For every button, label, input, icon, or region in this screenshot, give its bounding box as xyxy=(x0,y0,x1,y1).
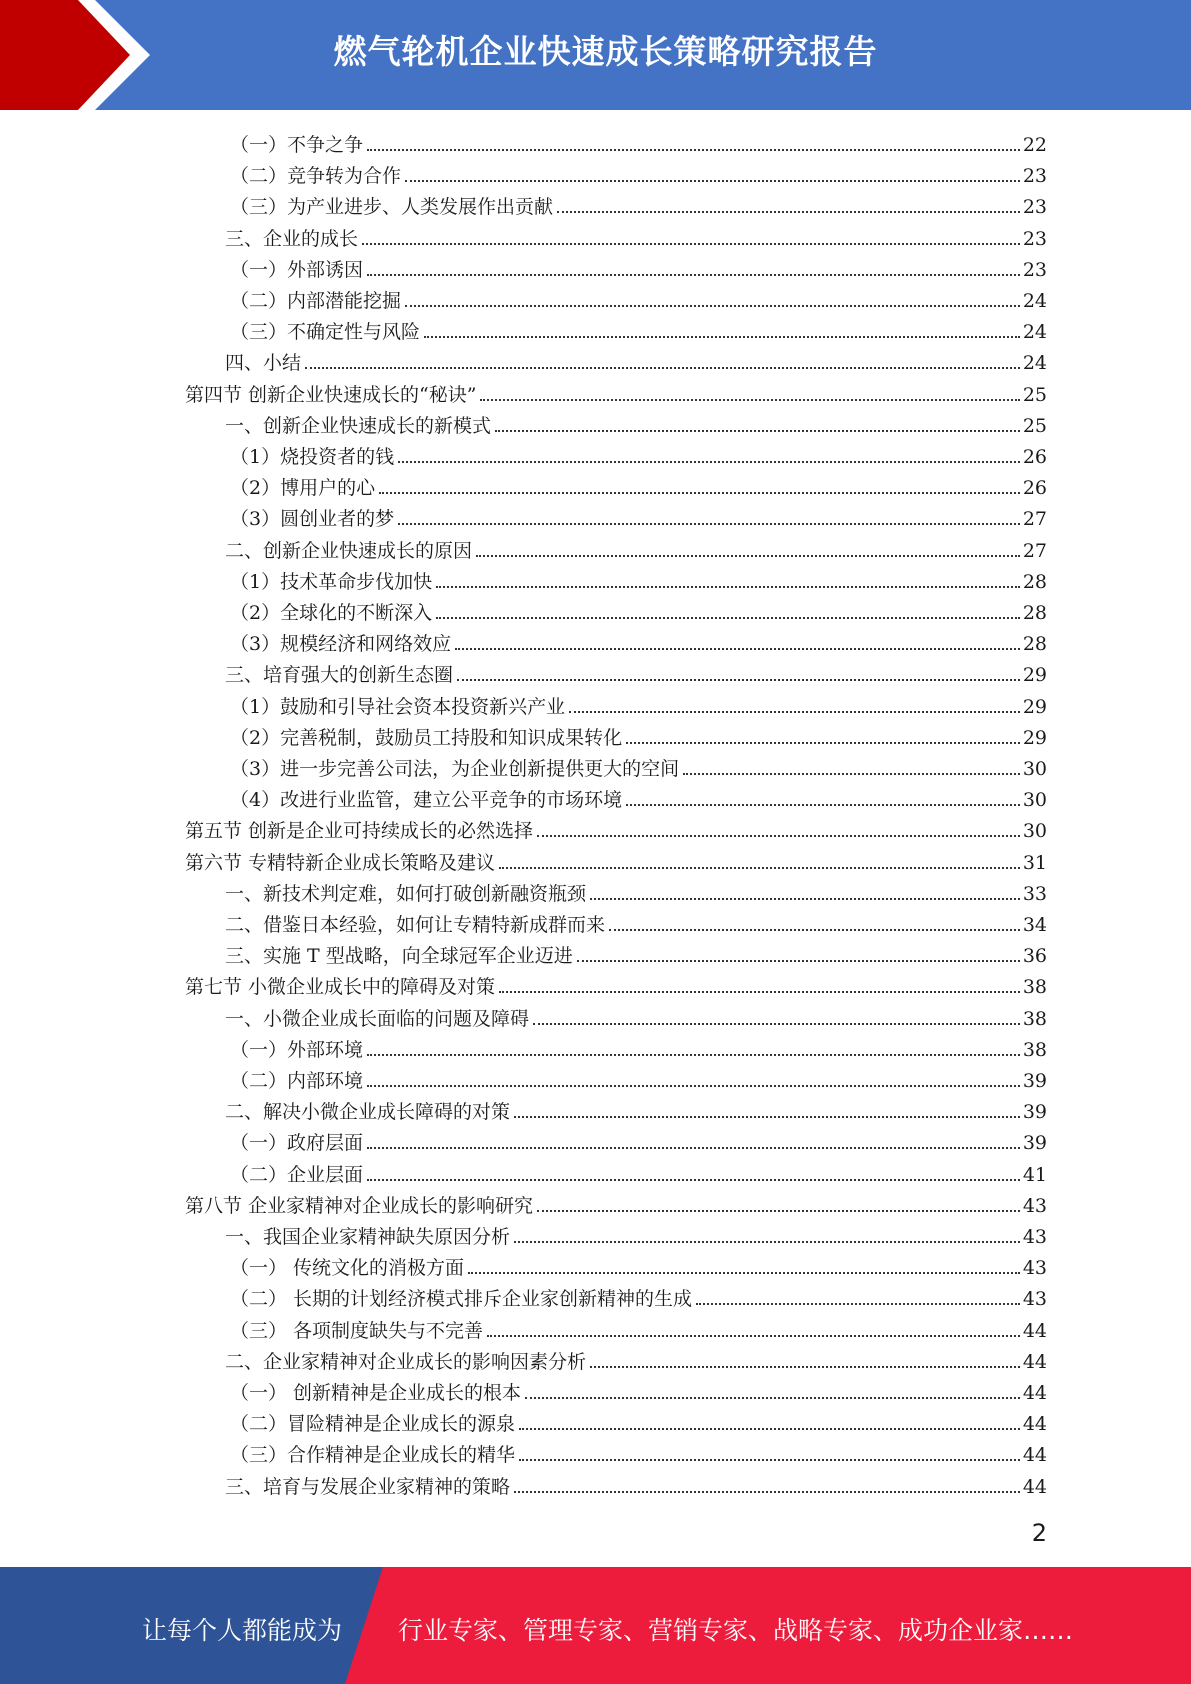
toc-entry[interactable] xyxy=(230,720,1047,751)
toc-dot-leader xyxy=(626,742,1020,744)
toc-entry[interactable] xyxy=(225,1219,1047,1250)
toc-entry-page: 30 xyxy=(1022,789,1047,812)
toc-dot-leader xyxy=(367,1179,1020,1181)
toc-dot-leader xyxy=(499,867,1020,869)
toc-dot-leader xyxy=(436,586,1020,588)
toc-entry-page: 26 xyxy=(1022,477,1047,500)
toc-entry-page: 30 xyxy=(1022,758,1047,780)
toc-entry[interactable] xyxy=(230,1313,1047,1344)
toc-entry-title: 第八节 企业家精神对企业成长的影响研究 xyxy=(185,1194,534,1217)
toc-dot-leader xyxy=(424,336,1020,338)
toc-entry[interactable] xyxy=(185,845,1047,876)
toc-entry-page: 34 xyxy=(1022,914,1047,936)
toc-entry[interactable] xyxy=(230,1063,1047,1094)
toc-entry-title: （3）圆创业者的梦 xyxy=(230,508,395,531)
toc-dot-leader xyxy=(457,679,1020,681)
toc-entry-page: 29 xyxy=(1022,726,1047,749)
toc-entry-title: 二、企业家精神对企业成长的影响因素分析 xyxy=(225,1350,587,1373)
toc-entry[interactable] xyxy=(225,876,1047,907)
toc-dot-leader xyxy=(367,1085,1020,1087)
toc-entry-page: 25 xyxy=(1022,383,1047,406)
toc-entry-page: 22 xyxy=(1022,134,1047,156)
toc-entry-title: 第四节 创新企业快速成长的“秘诀” xyxy=(185,383,477,406)
toc-entry-title: 二、创新企业快速成长的原因 xyxy=(225,539,473,562)
toc-dot-leader xyxy=(379,492,1020,494)
toc-dot-leader xyxy=(537,1210,1020,1212)
toc-entry-title: 三、企业的成长 xyxy=(225,227,359,250)
toc-entry-title: （二）内部潜能挖掘 xyxy=(230,290,402,312)
toc-entry-page: 44 xyxy=(1022,1350,1047,1373)
toc-dot-leader xyxy=(367,274,1020,276)
toc-entry[interactable] xyxy=(230,751,1047,782)
toc-dot-leader xyxy=(436,617,1020,619)
toc-entry[interactable] xyxy=(225,408,1047,439)
toc-entry-page: 23 xyxy=(1022,258,1047,281)
toc-dot-leader xyxy=(398,523,1020,525)
toc-entry-title: 第七节 小微企业成长中的障碍及对策 xyxy=(185,976,496,999)
toc-entry[interactable] xyxy=(230,283,1047,314)
toc-dot-leader xyxy=(455,648,1020,650)
toc-entry[interactable] xyxy=(230,1437,1047,1468)
toc-entry-title: （二） 长期的计划经济模式排斥企业家创新精神的生成 xyxy=(230,1288,693,1311)
toc-entry[interactable] xyxy=(230,626,1047,657)
toc-entry-title: （1）鼓励和引导社会资本投资新兴产业 xyxy=(230,695,566,718)
toc-entry-page: 44 xyxy=(1022,1444,1047,1467)
toc-entry[interactable] xyxy=(225,1469,1047,1500)
toc-entry[interactable] xyxy=(230,501,1047,532)
toc-entry-title: 三、培育与发展企业家精神的策略 xyxy=(225,1475,511,1498)
toc-dot-leader xyxy=(557,211,1020,213)
toc-entry-title: （1）烧投资者的钱 xyxy=(230,446,395,468)
toc-entry-page: 43 xyxy=(1022,1194,1047,1217)
toc-entry-page: 44 xyxy=(1022,1319,1047,1342)
toc-entry-page: 44 xyxy=(1022,1413,1047,1436)
toc-entry-title: （4）改进行业监管，建立公平竞争的市场环境 xyxy=(230,789,623,812)
toc-dot-leader xyxy=(487,1335,1020,1337)
toc-dot-leader xyxy=(398,461,1020,463)
toc-entry-page: 38 xyxy=(1022,976,1047,999)
toc-dot-leader xyxy=(362,243,1020,245)
toc-entry-title: （二）企业层面 xyxy=(230,1163,364,1186)
toc-dot-leader xyxy=(590,898,1020,900)
toc-entry-page: 28 xyxy=(1022,602,1047,624)
toc-entry-page: 39 xyxy=(1022,1070,1047,1092)
toc-dot-leader xyxy=(525,1397,1020,1399)
toc-entry[interactable] xyxy=(230,314,1047,345)
toc-entry[interactable] xyxy=(230,1125,1047,1156)
toc-entry[interactable] xyxy=(230,689,1047,720)
toc-entry-page: 41 xyxy=(1022,1163,1047,1186)
toc-entry[interactable] xyxy=(230,1032,1047,1063)
toc-entry-title: 二、借鉴日本经验，如何让专精特新成群而来 xyxy=(225,914,606,936)
toc-entry-title: （二）竞争转为合作 xyxy=(230,165,402,188)
toc-entry-title: 第六节 专精特新企业成长策略及建议 xyxy=(185,851,496,874)
toc-dot-leader xyxy=(577,960,1020,962)
toc-entry-title: 四、小结 xyxy=(225,352,302,375)
toc-entry-title: 第五节 创新是企业可持续成长的必然选择 xyxy=(185,820,534,843)
toc-entry-title: 一、我国企业家精神缺失原因分析 xyxy=(225,1226,511,1248)
toc-entry-page: 31 xyxy=(1022,851,1047,874)
toc-dot-leader xyxy=(499,991,1020,993)
toc-dot-leader xyxy=(696,1303,1020,1305)
toc-entry-title: （一）政府层面 xyxy=(230,1132,364,1155)
toc-entry-page: 38 xyxy=(1022,1038,1047,1061)
toc-entry-page: 27 xyxy=(1022,508,1047,531)
toc-dot-leader xyxy=(367,149,1020,151)
toc-dot-leader xyxy=(537,835,1020,837)
toc-entry-page: 39 xyxy=(1022,1132,1047,1155)
toc-dot-leader xyxy=(514,1116,1020,1118)
toc-entry[interactable] xyxy=(230,1281,1047,1312)
toc-entry[interactable] xyxy=(185,377,1047,408)
toc-entry-title: 二、解决小微企业成长障碍的对策 xyxy=(225,1101,511,1124)
toc-entry[interactable] xyxy=(225,345,1047,376)
toc-entry-page: 28 xyxy=(1022,570,1047,593)
toc-entry[interactable] xyxy=(185,1188,1047,1219)
toc-entry-title: （一）外部环境 xyxy=(230,1038,364,1061)
toc-entry[interactable] xyxy=(225,657,1047,688)
toc-entry[interactable] xyxy=(230,1375,1047,1406)
toc-entry-page: 24 xyxy=(1022,352,1047,375)
toc-dot-leader xyxy=(514,1491,1020,1493)
toc-entry-title: 一、小微企业成长面临的问题及障碍 xyxy=(225,1007,530,1030)
toc-entry[interactable] xyxy=(225,907,1047,938)
toc-entry-title: 三、实施 T 型战略，向全球冠军企业迈进 xyxy=(225,945,573,968)
toc-entry-title: （一）外部诱因 xyxy=(230,258,364,281)
toc-entry-page: 38 xyxy=(1022,1007,1047,1030)
toc-entry-title: （三）合作精神是企业成长的精华 xyxy=(230,1444,516,1467)
toc-entry-title: （三） 各项制度缺失与不完善 xyxy=(230,1319,484,1342)
toc-dot-leader xyxy=(476,555,1020,557)
toc-entry-page: 24 xyxy=(1022,290,1047,312)
toc-entry-page: 39 xyxy=(1022,1101,1047,1124)
toc-entry[interactable] xyxy=(185,969,1047,1000)
toc-dot-leader xyxy=(305,367,1020,369)
header-banner xyxy=(0,0,1191,110)
toc-entry[interactable] xyxy=(230,564,1047,595)
toc-entry-page: 23 xyxy=(1022,196,1047,219)
toc-dot-leader xyxy=(367,1054,1020,1056)
toc-entry[interactable] xyxy=(230,439,1047,470)
toc-entry-page: 23 xyxy=(1022,227,1047,250)
toc-entry-page: 23 xyxy=(1022,165,1047,188)
toc-entry-page: 43 xyxy=(1022,1288,1047,1311)
toc-entry[interactable] xyxy=(185,813,1047,844)
toc-dot-leader xyxy=(405,305,1020,307)
toc-entry[interactable] xyxy=(230,1157,1047,1188)
footer-slogan-left: 让每个人都能成为 xyxy=(142,1616,343,1645)
page-number: 2 xyxy=(1031,1519,1047,1547)
toc-entry[interactable] xyxy=(230,1250,1047,1281)
toc-entry[interactable] xyxy=(225,938,1047,969)
toc-entry-page: 36 xyxy=(1022,945,1047,968)
footer-banner xyxy=(0,1567,1191,1684)
toc-entry-title: （二）内部环境 xyxy=(230,1070,364,1092)
toc-dot-leader xyxy=(495,430,1020,432)
toc-entry-title: （一） 创新精神是企业成长的根本 xyxy=(230,1382,522,1404)
toc-entry-page: 29 xyxy=(1022,664,1047,687)
toc-entry-title: （2）完善税制，鼓励员工持股和知识成果转化 xyxy=(230,726,623,749)
toc-entry-page: 25 xyxy=(1022,414,1047,437)
toc-entry[interactable] xyxy=(225,1344,1047,1375)
toc-entry-title: 三、培育强大的创新生态圈 xyxy=(225,664,454,687)
toc-entry-title: （2）博用户的心 xyxy=(230,477,376,500)
toc-dot-leader xyxy=(367,1147,1020,1149)
toc-entry[interactable] xyxy=(230,189,1047,220)
toc-dot-leader xyxy=(519,1428,1020,1430)
toc-dot-leader xyxy=(569,711,1020,713)
toc-entry-page: 44 xyxy=(1022,1475,1047,1498)
toc-entry-title: （二）冒险精神是企业成长的源泉 xyxy=(230,1413,516,1436)
toc-entry[interactable] xyxy=(225,533,1047,564)
toc-entry-title: （三）为产业进步、人类发展作出贡献 xyxy=(230,196,554,219)
toc-entry[interactable] xyxy=(230,1406,1047,1437)
toc-entry[interactable] xyxy=(230,252,1047,283)
toc-dot-leader xyxy=(626,804,1020,806)
toc-entry-page: 44 xyxy=(1022,1382,1047,1404)
toc-dot-leader xyxy=(519,1459,1020,1461)
toc-entry-page: 43 xyxy=(1022,1257,1047,1280)
toc-entry[interactable] xyxy=(230,782,1047,813)
toc-entry-page: 30 xyxy=(1022,820,1047,843)
toc-entry-page: 26 xyxy=(1022,446,1047,468)
toc-entry[interactable] xyxy=(230,595,1047,626)
toc-entry[interactable] xyxy=(230,470,1047,501)
toc-dot-leader xyxy=(590,1366,1020,1368)
toc-entry-title: 一、新技术判定难，如何打破创新融资瓶颈 xyxy=(225,882,587,905)
toc-entry-title: 一、创新企业快速成长的新模式 xyxy=(225,414,492,437)
toc-entry-title: （三）不确定性与风险 xyxy=(230,321,421,344)
document-title: 燃气轮机企业快速成长策略研究报告 xyxy=(333,32,878,71)
toc-entry-title: （一） 传统文化的消极方面 xyxy=(230,1257,465,1280)
toc-entry-page: 27 xyxy=(1022,539,1047,562)
toc-dot-leader xyxy=(514,1241,1020,1243)
toc-entry-title: （1）技术革命步伐加快 xyxy=(230,570,433,593)
toc-dot-leader xyxy=(468,1272,1020,1274)
toc-entry-page: 43 xyxy=(1022,1226,1047,1248)
toc-entry-title: （3）进一步完善公司法，为企业创新提供更大的空间 xyxy=(230,758,680,780)
toc-dot-leader xyxy=(480,399,1019,401)
toc-entry-page: 28 xyxy=(1022,633,1047,656)
toc-entry-page: 24 xyxy=(1022,321,1047,344)
toc-dot-leader xyxy=(609,929,1020,931)
toc-entry[interactable] xyxy=(225,221,1047,252)
toc-entry-title: （2）全球化的不断深入 xyxy=(230,602,433,624)
toc-entry[interactable] xyxy=(225,1001,1047,1032)
toc-dot-leader xyxy=(533,1023,1020,1025)
toc-entry[interactable] xyxy=(230,158,1047,189)
toc-entry-title: （一）不争之争 xyxy=(230,134,364,156)
footer-slogan-right: 行业专家、管理专家、营销专家、战略专家、成功企业家…… xyxy=(398,1616,1074,1645)
toc-dot-leader xyxy=(405,180,1020,182)
toc-entry-title: （3）规模经济和网络效应 xyxy=(230,633,452,656)
toc-entry-page: 29 xyxy=(1022,695,1047,718)
toc-entry-page: 33 xyxy=(1022,882,1047,905)
toc-entry[interactable] xyxy=(225,1094,1047,1125)
toc-dot-leader xyxy=(683,773,1020,775)
toc-entry[interactable] xyxy=(230,127,1047,158)
